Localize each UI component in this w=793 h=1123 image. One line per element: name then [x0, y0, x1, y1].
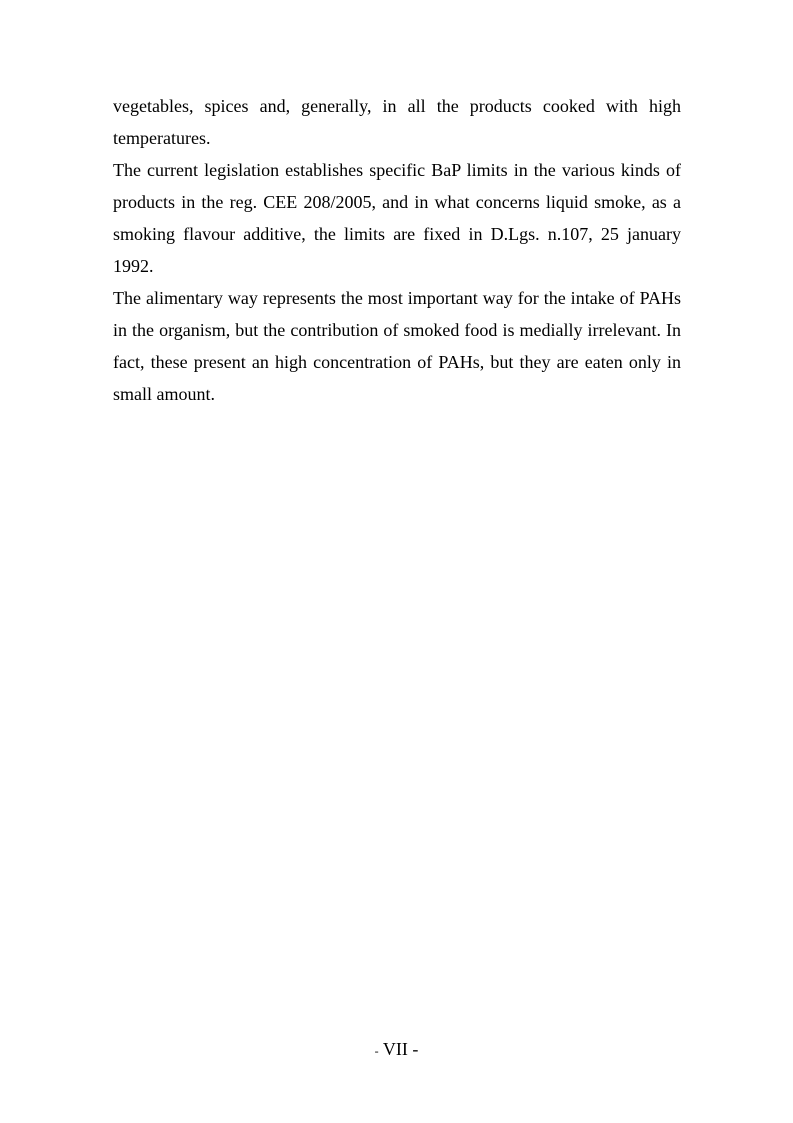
page-number-numeral: VII [382, 1039, 408, 1059]
page-number-right-dash: - [412, 1039, 419, 1059]
body-text [113, 90, 681, 410]
page-number-left-dash: - [374, 1044, 379, 1058]
page-number [0, 1037, 793, 1063]
paragraph-continuation: vegetables, spices and, generally, in all the products cooked with high temperatures. [113, 96, 681, 148]
paragraph-alimentary-way: The alimentary way represents the most important way for the intake of PAHs in the organism, but the contribution of smoked food is medially irrelevant. In fact, these present an high concentration of PAHs, but they are eaten only in small amount. [113, 288, 681, 404]
paragraph-legislation: The current legislation establishes specific BaP limits in the various kinds of products in the reg. CEE 208/2005, and in what concerns liquid smoke, as a smoking flavour additive, the limits are fixed in D.Lgs. n.107, 25 january 1992. [113, 160, 681, 276]
